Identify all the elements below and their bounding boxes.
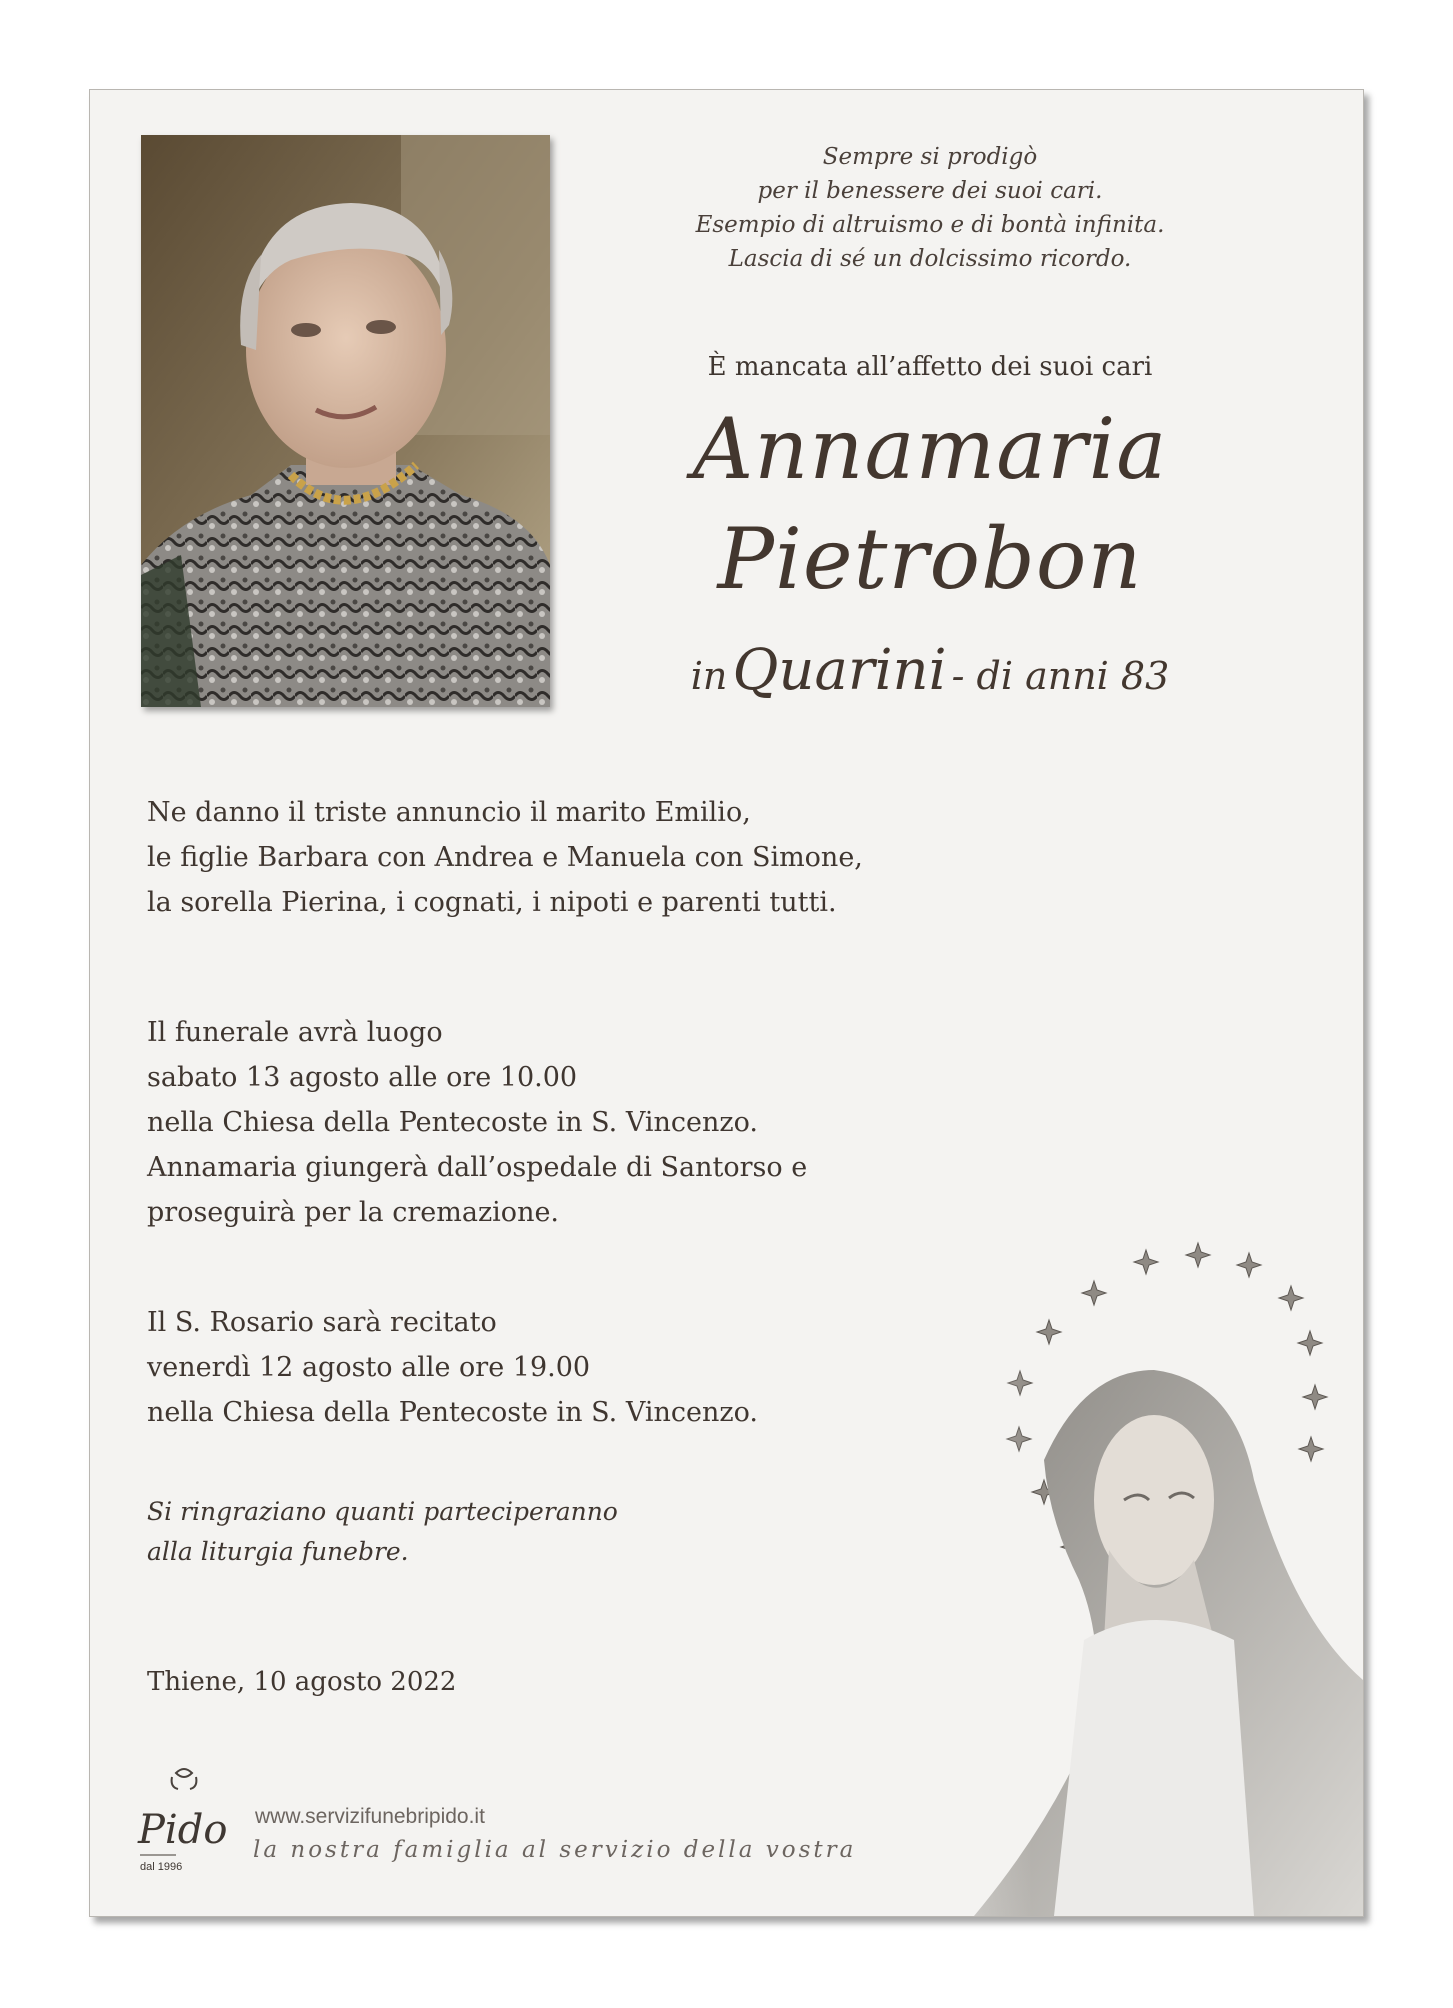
deceased-photo: [141, 135, 550, 707]
obituary-notice: [89, 89, 1364, 1917]
logo-since: dal 1996: [140, 1861, 183, 1873]
married-name: Quarini: [732, 638, 947, 703]
epigraph-line: Sempre si prodigò: [822, 144, 1038, 170]
funeral-line: Annamaria giungerà dall’ospedale di Santorso e: [147, 1152, 808, 1183]
funeral-paragraph: [147, 1010, 807, 1235]
funeral-home-logo: [134, 1763, 234, 1883]
funeral-line: Il funerale avrà luogo: [147, 1017, 443, 1048]
announcement-line: la sorella Pierina, i cognati, i nipoti e parenti tutti.: [147, 887, 837, 918]
funeral-line: nella Chiesa della Pentecoste in S. Vincenzo.: [147, 1107, 758, 1138]
place-date: Thiene, 10 agosto 2022: [147, 1667, 457, 1697]
rosary-line: venerdì 12 agosto alle ore 19.00: [147, 1352, 591, 1383]
married-name-line: [580, 638, 1280, 703]
last-name: Pietrobon: [717, 510, 1143, 608]
epigraph: [630, 140, 1230, 276]
announcement-line: le figlie Barbara con Andrea e Manuela con Simone,: [147, 842, 863, 873]
thanks-line: alla liturgia funebre.: [147, 1537, 409, 1566]
rosary-line: nella Chiesa della Pentecoste in S. Vincenzo.: [147, 1397, 758, 1428]
intro-line: È mancata all’affetto dei suoi cari: [707, 352, 1153, 382]
logo-name: Pido: [138, 1807, 228, 1853]
thanks-line: Si ringraziano quanti parteciperanno: [147, 1497, 618, 1526]
motto: la nostra famiglia al servizio della vostra: [253, 1837, 857, 1863]
epigraph-line: per il benessere dei suoi cari.: [757, 178, 1103, 204]
rosary-paragraph: [147, 1300, 758, 1435]
website-link[interactable]: www.servizifunebripido.it: [255, 1805, 485, 1828]
madonna-image: [854, 1220, 1363, 1916]
announcement-line: Ne danno il triste annuncio il marito Emilio,: [147, 797, 751, 828]
age-text: - di anni 83: [951, 654, 1170, 698]
rosary-line: Il S. Rosario sarà recitato: [147, 1307, 497, 1338]
announcement-paragraph: [147, 790, 863, 925]
married-prefix: in: [690, 654, 728, 698]
funeral-line: proseguirà per la cremazione.: [147, 1197, 560, 1228]
epigraph-line: Esempio di altruismo e di bontà infinita.: [695, 212, 1165, 238]
epigraph-line: Lascia di sé un dolcissimo ricordo.: [728, 246, 1132, 272]
funeral-line: sabato 13 agosto alle ore 10.00: [147, 1062, 578, 1093]
first-name: Annamaria: [692, 400, 1168, 498]
thanks-paragraph: [147, 1492, 618, 1572]
